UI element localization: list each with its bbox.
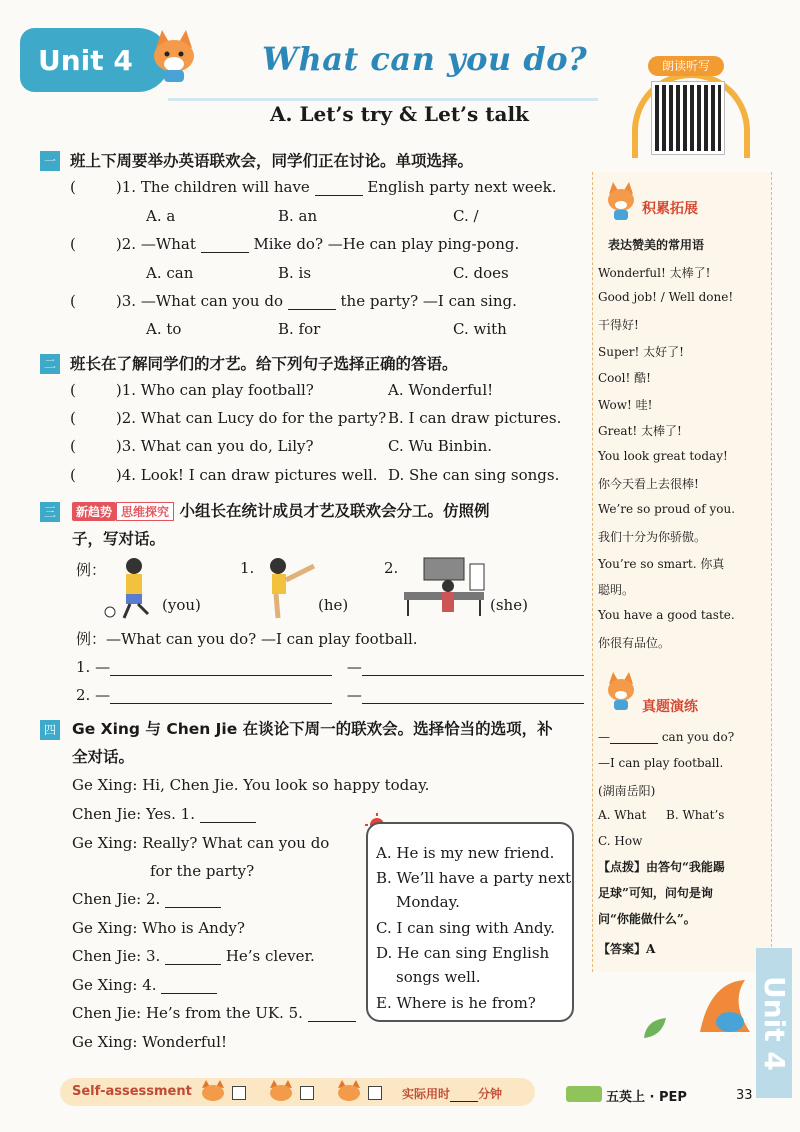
option-item: D. He can sing English — [376, 944, 550, 962]
match-answer: A. Wonderful! — [388, 381, 494, 399]
sidebar-line: You have a good taste. — [598, 608, 735, 622]
match-row: ( )1. Who can play football? — [70, 381, 314, 399]
section-instruction: 班长在了解同学们的才艺。给下列句子选择正确的答语。 — [70, 355, 458, 373]
answer-line: 【答案】A — [598, 942, 656, 956]
section-number: 四 — [40, 720, 60, 740]
answer-blank[interactable] — [165, 893, 221, 908]
pic-label: (she) — [490, 596, 528, 614]
option-a[interactable]: A. to — [146, 320, 182, 338]
answer-blank[interactable] — [288, 295, 336, 310]
sidebar-line: We’re so proud of you. — [598, 502, 736, 516]
sidebar-line: Super! 太好了! — [598, 345, 684, 359]
dialog-line: Chen Jie: Yes. 1. — [72, 805, 256, 823]
exam-source: (湖南岳阳) — [598, 784, 656, 798]
example-label: 例： — [76, 561, 107, 579]
section-number: 一 — [40, 151, 60, 171]
pic-label: (he) — [318, 596, 349, 614]
grade-label: 五英上 · PEP — [606, 1090, 687, 1105]
sidebar-line: Cool! 酷! — [598, 371, 651, 385]
sidebar-heading: 积累拓展 — [642, 201, 698, 217]
section-instruction-cont: 全对话。 — [72, 748, 135, 766]
option-item: E. Where is he from? — [376, 994, 536, 1012]
rating-checkbox[interactable] — [368, 1086, 382, 1100]
rating-checkbox[interactable] — [232, 1086, 246, 1100]
dialog-line-1: 1. — — — [76, 658, 584, 676]
answer-blank[interactable] — [201, 238, 249, 253]
sidebar-line: 你很有品位。 — [598, 636, 671, 650]
kung-fu-boy-icon — [256, 556, 320, 620]
pic-label: (you) — [162, 596, 201, 614]
unit-vertical-tab: Unit 4 — [756, 948, 792, 1098]
unit-tab: Unit 4 — [20, 28, 170, 92]
hint-line: 足球”可知，问句是询 — [598, 886, 713, 900]
answer-blank[interactable] — [200, 808, 256, 823]
option-b[interactable]: B. is — [278, 264, 312, 282]
unit-title: What can you do? — [262, 40, 588, 78]
write-blank[interactable] — [362, 689, 584, 704]
time-blank[interactable] — [450, 1090, 478, 1102]
fox-icon — [604, 180, 638, 220]
page-number: 33 — [736, 1088, 753, 1103]
self-assessment-label: Self-assessment — [72, 1084, 192, 1099]
rating-checkbox[interactable] — [300, 1086, 314, 1100]
section-instruction: Ge Xing 与 Chen Jie 在谈论下周一的联欢会。选择恰当的选项，补 — [72, 720, 553, 738]
match-answer: B. I can draw pictures. — [388, 409, 562, 427]
sidebar-line: 干得好! — [598, 318, 639, 332]
exam-option: B. What’s — [666, 808, 725, 822]
exam-answer: —I can play football. — [598, 756, 724, 770]
sidebar-heading: 真题演练 — [642, 699, 698, 715]
pic-number: 2. — [384, 559, 399, 577]
option-item-cont: Monday. — [396, 893, 460, 911]
write-blank[interactable] — [362, 661, 584, 676]
exam-question: — can you do? — [598, 730, 735, 744]
section-instruction-cont: 子，写对话。 — [72, 530, 166, 548]
trend-badge: 新趋势 — [72, 502, 116, 521]
dialog-line: Chen Jie: 2. — [72, 890, 221, 908]
sidebar-line: 我们十分为你骄傲。 — [598, 530, 707, 544]
pic-number: 1. — [240, 559, 255, 577]
sidebar-subheading: 表达赞美的常用语 — [608, 238, 705, 252]
section-number: 三 — [40, 502, 60, 522]
section-number: 二 — [40, 354, 60, 374]
answer-blank[interactable] — [161, 979, 217, 994]
sidebar-line: Great! 太棒了! — [598, 424, 682, 438]
option-a[interactable]: A. can — [146, 264, 194, 282]
match-answer: D. She can sing songs. — [388, 466, 560, 484]
dialog-line-2: 2. — — — [76, 686, 584, 704]
lesson-title: A. Let’s try & Let’s talk — [270, 102, 529, 126]
hint-line: 问“你能做什么”。 — [598, 912, 696, 926]
example-dialog: 例：—What can you do? —I can play football. — [76, 630, 418, 648]
option-item-cont: songs well. — [396, 968, 481, 986]
match-answer: C. Wu Binbin. — [388, 437, 493, 455]
match-row: ( )3. What can you do, Lily? — [70, 437, 314, 455]
sidebar-line: 聪明。 — [598, 583, 635, 597]
time-used: 实际用时 分钟 — [402, 1087, 503, 1101]
option-item: C. I can sing with Andy. — [376, 919, 555, 937]
dialog-line: Ge Xing: Hi, Chen Jie. You look so happy today. — [72, 776, 430, 794]
answer-blank[interactable] — [610, 731, 658, 744]
question-row: ( )3. —What can you do the party? —I can sing. — [70, 292, 517, 310]
qr-label: 朗读听写 — [648, 56, 724, 76]
dialog-line: Chen Jie: He’s from the UK. 5. — [72, 1004, 356, 1022]
fox-icon — [604, 670, 638, 710]
sidebar-line: Good job! / Well done! — [598, 290, 734, 304]
option-b[interactable]: B. an — [278, 207, 318, 225]
qr-code[interactable] — [652, 82, 724, 154]
fox-decoration-icon — [690, 972, 760, 1042]
boy-football-icon — [104, 556, 164, 620]
dialog-line: for the party? — [150, 862, 255, 880]
section-instruction: 班上下周要举办英语联欢会，同学们正在讨论。单项选择。 — [70, 152, 474, 170]
option-c[interactable]: C. / — [453, 207, 479, 225]
fox-face-icon — [268, 1080, 294, 1102]
sidebar-line: 你今天看上去很棒! — [598, 477, 699, 491]
dialog-line: Chen Jie: 3. He’s clever. — [72, 947, 315, 965]
exam-option: A. What — [598, 808, 647, 822]
dialog-line: Ge Xing: Wonderful! — [72, 1033, 227, 1051]
sidebar-line: Wonderful! 太棒了! — [598, 266, 711, 280]
answer-blank[interactable] — [165, 950, 221, 965]
sidebar-line: You’re so smart. 你真 — [598, 557, 725, 571]
sidebar-line: Wow! 哇! — [598, 398, 653, 412]
answer-blank[interactable] — [315, 181, 363, 196]
option-item: A. He is my new friend. — [376, 844, 555, 862]
header-divider — [168, 98, 598, 101]
classroom-girl-icon — [400, 556, 496, 620]
fox-face-icon — [336, 1080, 362, 1102]
write-blank[interactable] — [110, 661, 332, 676]
question-row: ( )2. —What Mike do? —He can play ping-pong. — [70, 235, 520, 253]
option-c[interactable]: C. with — [453, 320, 507, 338]
fox-face-icon — [200, 1080, 226, 1102]
option-a[interactable]: A. a — [146, 207, 176, 225]
question-row: ( )1. The children will have English party next week. — [70, 178, 557, 196]
option-c[interactable]: C. does — [453, 264, 509, 282]
section-instruction: 新趋势 思维探究 小组长在统计成员才艺及联欢会分工。仿照例 — [72, 499, 489, 521]
exam-option: C. How — [598, 834, 643, 848]
dialog-line: Ge Xing: Who is Andy? — [72, 919, 245, 937]
series-logo — [566, 1086, 602, 1102]
fox-mascot-icon — [148, 26, 200, 82]
match-row: ( )2. What can Lucy do for the party? — [70, 409, 387, 427]
hint-line: 【点拨】由答句“我能踢 — [598, 860, 725, 874]
option-item: B. We’ll have a party next — [376, 869, 572, 887]
option-b[interactable]: B. for — [278, 320, 321, 338]
match-row: ( )4. Look! I can draw pictures well. — [70, 466, 378, 484]
sidebar-line: You look great today! — [598, 449, 728, 463]
dialog-line: Ge Xing: 4. — [72, 976, 217, 994]
thinking-badge: 思维探究 — [116, 502, 174, 521]
answer-blank[interactable] — [308, 1007, 356, 1022]
write-blank[interactable] — [110, 689, 332, 704]
dialog-line: Ge Xing: Really? What can you do — [72, 834, 330, 852]
leaf-icon — [640, 1014, 670, 1044]
